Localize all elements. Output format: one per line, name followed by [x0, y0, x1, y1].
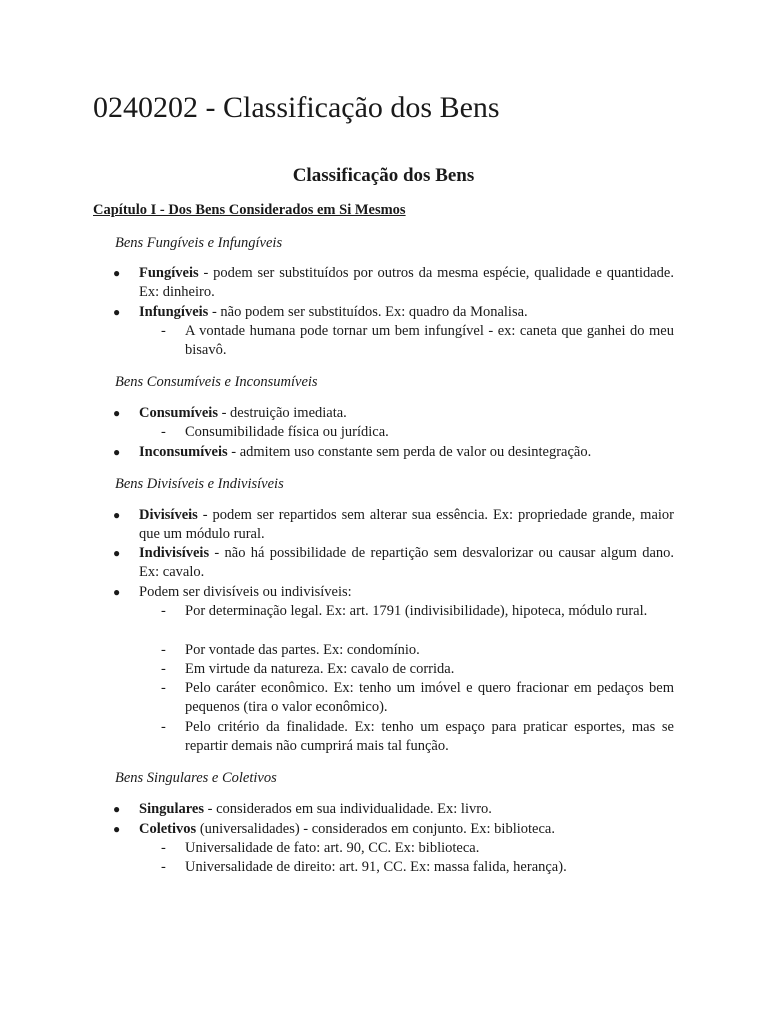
sub-item-text: Pelo caráter econômico. Ex: tenho um imóvel e quero fracionar em pedaços bem pequenos (tira o valor econômico).	[185, 680, 674, 716]
bullet-marker: ●	[113, 822, 121, 836]
list-item-description: - podem ser repartidos sem alterar sua essência. Ex: propriedade grande, maior que um módulo rural.	[139, 507, 674, 543]
list-item-description: - não há possibilidade de repartição sem desvalorizar ou causar algum dano. Ex: cavalo.	[139, 545, 674, 581]
list-item-term: Coletivos	[139, 821, 197, 837]
dash-marker: -	[161, 719, 166, 735]
dash-marker: -	[161, 603, 166, 619]
list-item-text: Podem ser divisíveis ou indivisíveis:	[139, 584, 352, 600]
dash-marker: -	[161, 661, 166, 677]
document-subtitle: Classificação dos Bens	[292, 165, 475, 186]
list-item-text	[139, 443, 674, 462]
list-item-term: Inconsumíveis	[139, 444, 228, 460]
list-item-term: Divisíveis	[139, 507, 198, 523]
bullet-marker: ●	[113, 266, 121, 280]
bullet-marker: ●	[113, 546, 121, 560]
list-item-description: (universalidades) - considerados em conjunto. Ex: biblioteca.	[196, 821, 555, 837]
list-item-text	[139, 544, 674, 583]
bullet-marker: ●	[113, 445, 121, 459]
dash-marker: -	[161, 680, 166, 696]
list-item-text	[139, 820, 674, 839]
list-item-description: - não podem ser substituídos. Ex: quadro da Monalisa.	[208, 304, 528, 320]
bullet-marker: ●	[113, 802, 121, 816]
list-item-description: - destruição imediata.	[217, 405, 347, 421]
bullet-marker: ●	[113, 585, 121, 599]
list-item-term: Infungíveis	[139, 304, 209, 320]
list-item-text	[139, 800, 674, 819]
list-item-text	[139, 404, 674, 423]
list-item-term: Singulares	[139, 801, 205, 817]
section-heading-consumiveis: Bens Consumíveis e Inconsumíveis	[115, 374, 318, 390]
list-item-term: Fungíveis	[139, 265, 199, 281]
chapter-heading: Capítulo I - Dos Bens Considerados em Si Mesmos	[93, 202, 406, 218]
sub-item-text: Por vontade das partes. Ex: condomínio.	[185, 642, 420, 658]
section-heading-divisiveis: Bens Divisíveis e Indivisíveis	[115, 476, 284, 492]
dash-marker: -	[161, 642, 166, 658]
dash-marker: -	[161, 859, 166, 875]
bullet-marker: ●	[113, 508, 121, 522]
sub-item-text: Consumibilidade física ou jurídica.	[185, 424, 389, 440]
sub-item-text: A vontade humana pode tornar um bem infungível - ex: caneta que ganhei do meu bisavô.	[185, 323, 674, 359]
list-item-description: - podem ser substituídos por outros da mesma espécie, qualidade e quantidade. Ex: dinheiro.	[139, 265, 674, 301]
sub-item-text: Universalidade de fato: art. 90, CC. Ex: biblioteca.	[185, 840, 480, 856]
dash-marker: -	[161, 840, 166, 856]
sub-item-text: Pelo critério da finalidade. Ex: tenho um espaço para praticar esportes, mas se repartir demais não cumprirá mais tal função.	[185, 719, 674, 755]
section-heading-singulares: Bens Singulares e Coletivos	[115, 770, 277, 786]
sub-item-text: Por determinação legal. Ex: art. 1791 (indivisibilidade), hipoteca, módulo rural.	[185, 603, 648, 619]
list-item-term: Indivisíveis	[139, 545, 210, 561]
list-item-text	[139, 506, 674, 545]
bullet-marker: ●	[113, 406, 121, 420]
list-item-description: - admitem uso constante sem perda de valor ou desintegração.	[227, 444, 592, 460]
dash-marker: -	[161, 323, 166, 339]
sub-item-text: Universalidade de direito: art. 91, CC. Ex: massa falida, herança).	[185, 859, 567, 875]
list-item-text	[139, 303, 674, 322]
sub-item-text: Em virtude da natureza. Ex: cavalo de corrida.	[185, 661, 455, 677]
section-heading-fungiveis: Bens Fungíveis e Infungíveis	[115, 235, 283, 251]
list-item-description: - considerados em sua individualidade. Ex: livro.	[204, 801, 492, 817]
list-item-text	[139, 264, 674, 303]
list-item-term: Consumíveis	[139, 405, 218, 421]
bullet-marker: ●	[113, 305, 121, 319]
document-title: 0240202 - Classificação dos Bens	[93, 91, 500, 124]
dash-marker: -	[161, 424, 166, 440]
